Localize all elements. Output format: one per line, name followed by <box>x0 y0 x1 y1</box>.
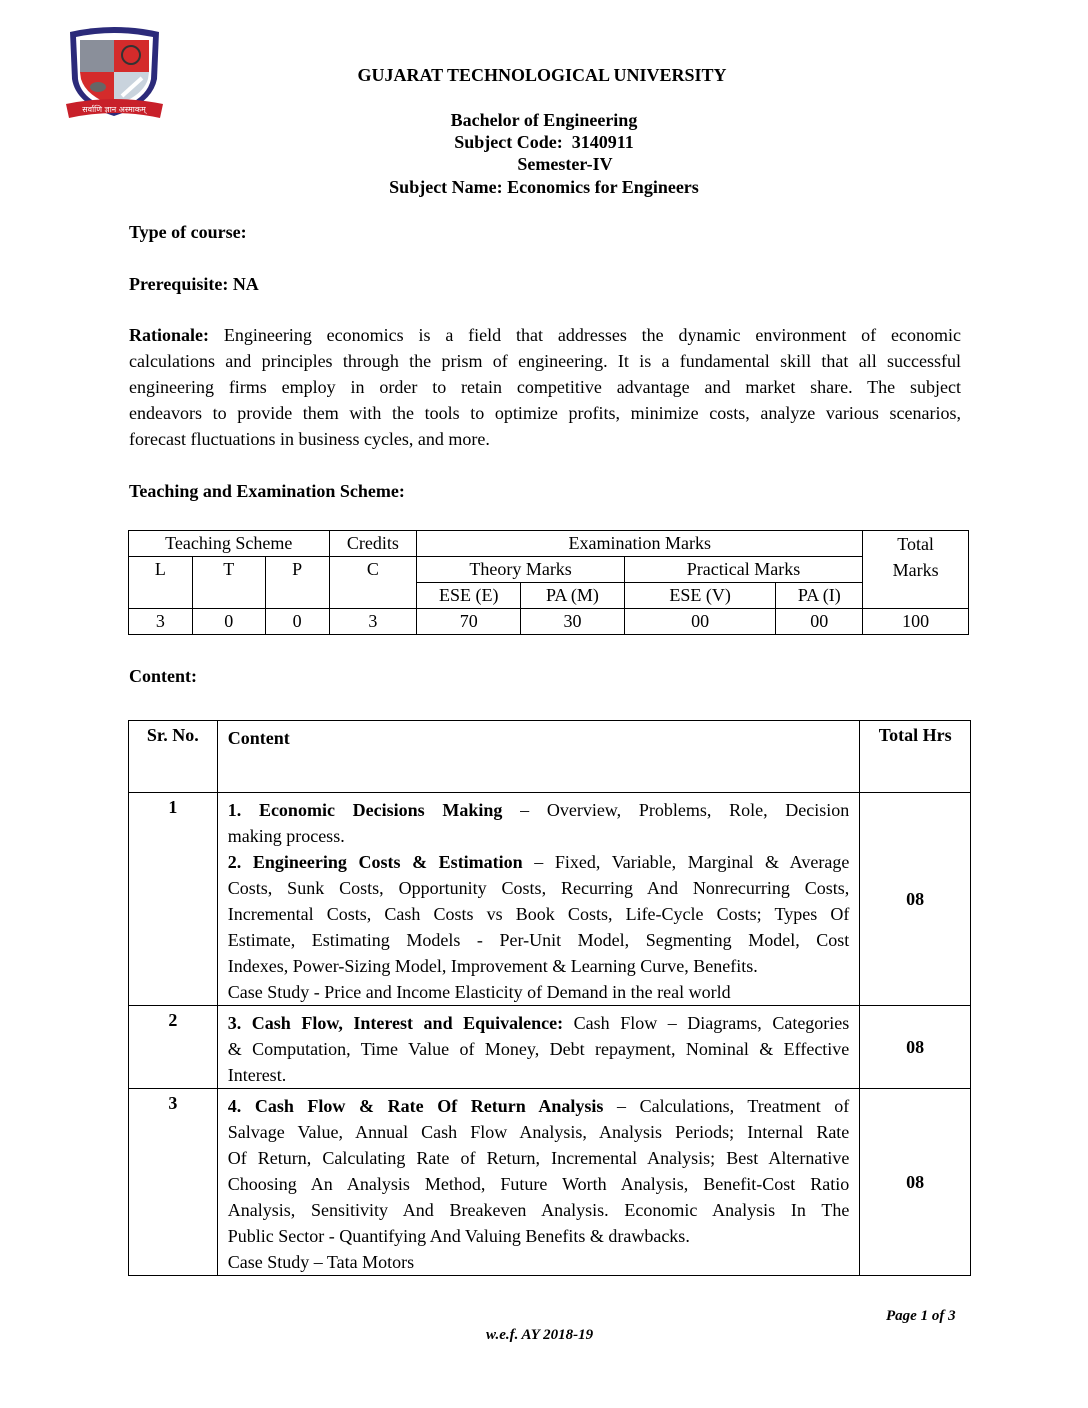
table-row <box>129 1089 971 1276</box>
row-hrs: 08 <box>860 1089 971 1276</box>
th-practical-marks: Practical Marks <box>624 557 862 583</box>
val-c: 3 <box>329 609 417 635</box>
table-row <box>129 1006 971 1089</box>
val-pa-i: 00 <box>776 609 863 635</box>
th-total-hrs: Total Hrs <box>860 721 971 793</box>
university-name: GUJARAT TECHNOLOGICAL UNIVERSITY <box>357 65 727 85</box>
th-teaching-scheme: Teaching Scheme <box>129 531 330 557</box>
table-row <box>129 793 971 1006</box>
th-content: Content <box>217 721 860 793</box>
val-l: 3 <box>129 609 193 635</box>
val-ese-e: 70 <box>417 609 521 635</box>
row-content: 1. Economic Decisions Making – Overview, Problems, Role, Decision making process. 2. Engineering Costs & Estimation – Fixed, Variable, Marginal & Average Costs, Sunk Costs, Opportunity Costs, Recurring And Nonrecurring Costs, Incremental Costs, Cash Costs vs Book Costs, Life-Cycle Costs; Types Of Estimate, Estimating Models - Per-Unit Model, Segmenting Model, Cost Indexes, Power-Sizing Model, Improvement & Learning Curve, Benefits. Case Study - Price and Income Elasticity of Demand in the real world <box>217 793 860 1006</box>
val-t: 0 <box>192 609 265 635</box>
row-content: 4. Cash Flow & Rate Of Return Analysis – Calculations, Treatment of Salvage Value, Annual Cash Flow Analysis, Analysis Periods; Internal Rate Of Return, Calculating Rate of Return, Incremental Analysis; Best Alternative Choosing An Analysis Method, Future Worth Analysis, Benefit-Cost Ratio Analysis, Sensitivity And Breakeven Analysis. Economic Analysis In The Public Sector - Quantifying And Valuing Benefits & drawbacks. Case Study – Tata Motors <box>217 1089 860 1276</box>
prerequisite-label: Prerequisite: <box>129 274 229 294</box>
page-number: Page 1 of 3 <box>886 1308 956 1324</box>
th-credits: Credits <box>329 531 417 557</box>
wef-note: w.e.f. AY 2018-19 <box>486 1327 594 1343</box>
th-c: C <box>329 557 417 609</box>
scheme-title: Teaching and Examination Scheme: <box>129 481 405 501</box>
th-l: L <box>129 557 193 609</box>
val-p: 0 <box>265 609 329 635</box>
semester: Semester-IV <box>517 154 613 174</box>
content-table <box>128 720 971 1276</box>
row-sr: 1 <box>129 793 218 1006</box>
degree: Bachelor of Engineering <box>450 110 638 130</box>
th-exam-marks: Examination Marks <box>417 531 863 557</box>
rationale-paragraph: Rationale: Engineering economics is a field that addresses the dynamic environment of economic calculations and principles through the prism of engineering. It is a fundamental skill that all successful engineering firms employ in order to retain competitive advantage and market share. The subject endeavors to provide them with the tools to optimize profits, minimize costs, analyze various scenarios, forecast fluctuations in business cycles, and more. <box>129 325 961 449</box>
th-total-marks: Total Marks <box>863 531 969 609</box>
th-pa-i: PA (I) <box>776 583 863 609</box>
th-t: T <box>192 557 265 609</box>
prerequisite <box>129 274 259 295</box>
th-theory-marks: Theory Marks <box>417 557 624 583</box>
type-of-course-label: Type of course: <box>129 222 247 242</box>
subject-name: Subject Name: Economics for Engineers <box>389 177 699 197</box>
val-ese-v: 00 <box>624 609 776 635</box>
row-hrs: 08 <box>860 793 971 1006</box>
logo-motto: सर्वाणि ज्ञान अस्माकम् <box>82 105 146 114</box>
row-sr: 2 <box>129 1006 218 1089</box>
teaching-exam-scheme-table <box>128 530 969 635</box>
th-sr-no: Sr. No. <box>129 721 218 793</box>
content-title: Content: <box>129 666 197 686</box>
th-ese-v: ESE (V) <box>624 583 776 609</box>
th-pa-m: PA (M) <box>521 583 625 609</box>
row-sr: 3 <box>129 1089 218 1276</box>
gtu-logo <box>62 24 167 124</box>
prerequisite-value: NA <box>232 274 259 294</box>
val-total: 100 <box>863 609 969 635</box>
row-content: 3. Cash Flow, Interest and Equivalence: Cash Flow – Diagrams, Categories & Computation, Time Value of Money, Debt repayment, Nominal & Effective Interest. <box>217 1006 860 1089</box>
rationale-label: Rationale: <box>129 325 209 345</box>
th-ese-e: ESE (E) <box>417 583 521 609</box>
val-pa-m: 30 <box>521 609 625 635</box>
row-hrs: 08 <box>860 1006 971 1089</box>
subject-code: Subject Code: 3140911 <box>454 132 634 152</box>
th-p: P <box>265 557 329 609</box>
